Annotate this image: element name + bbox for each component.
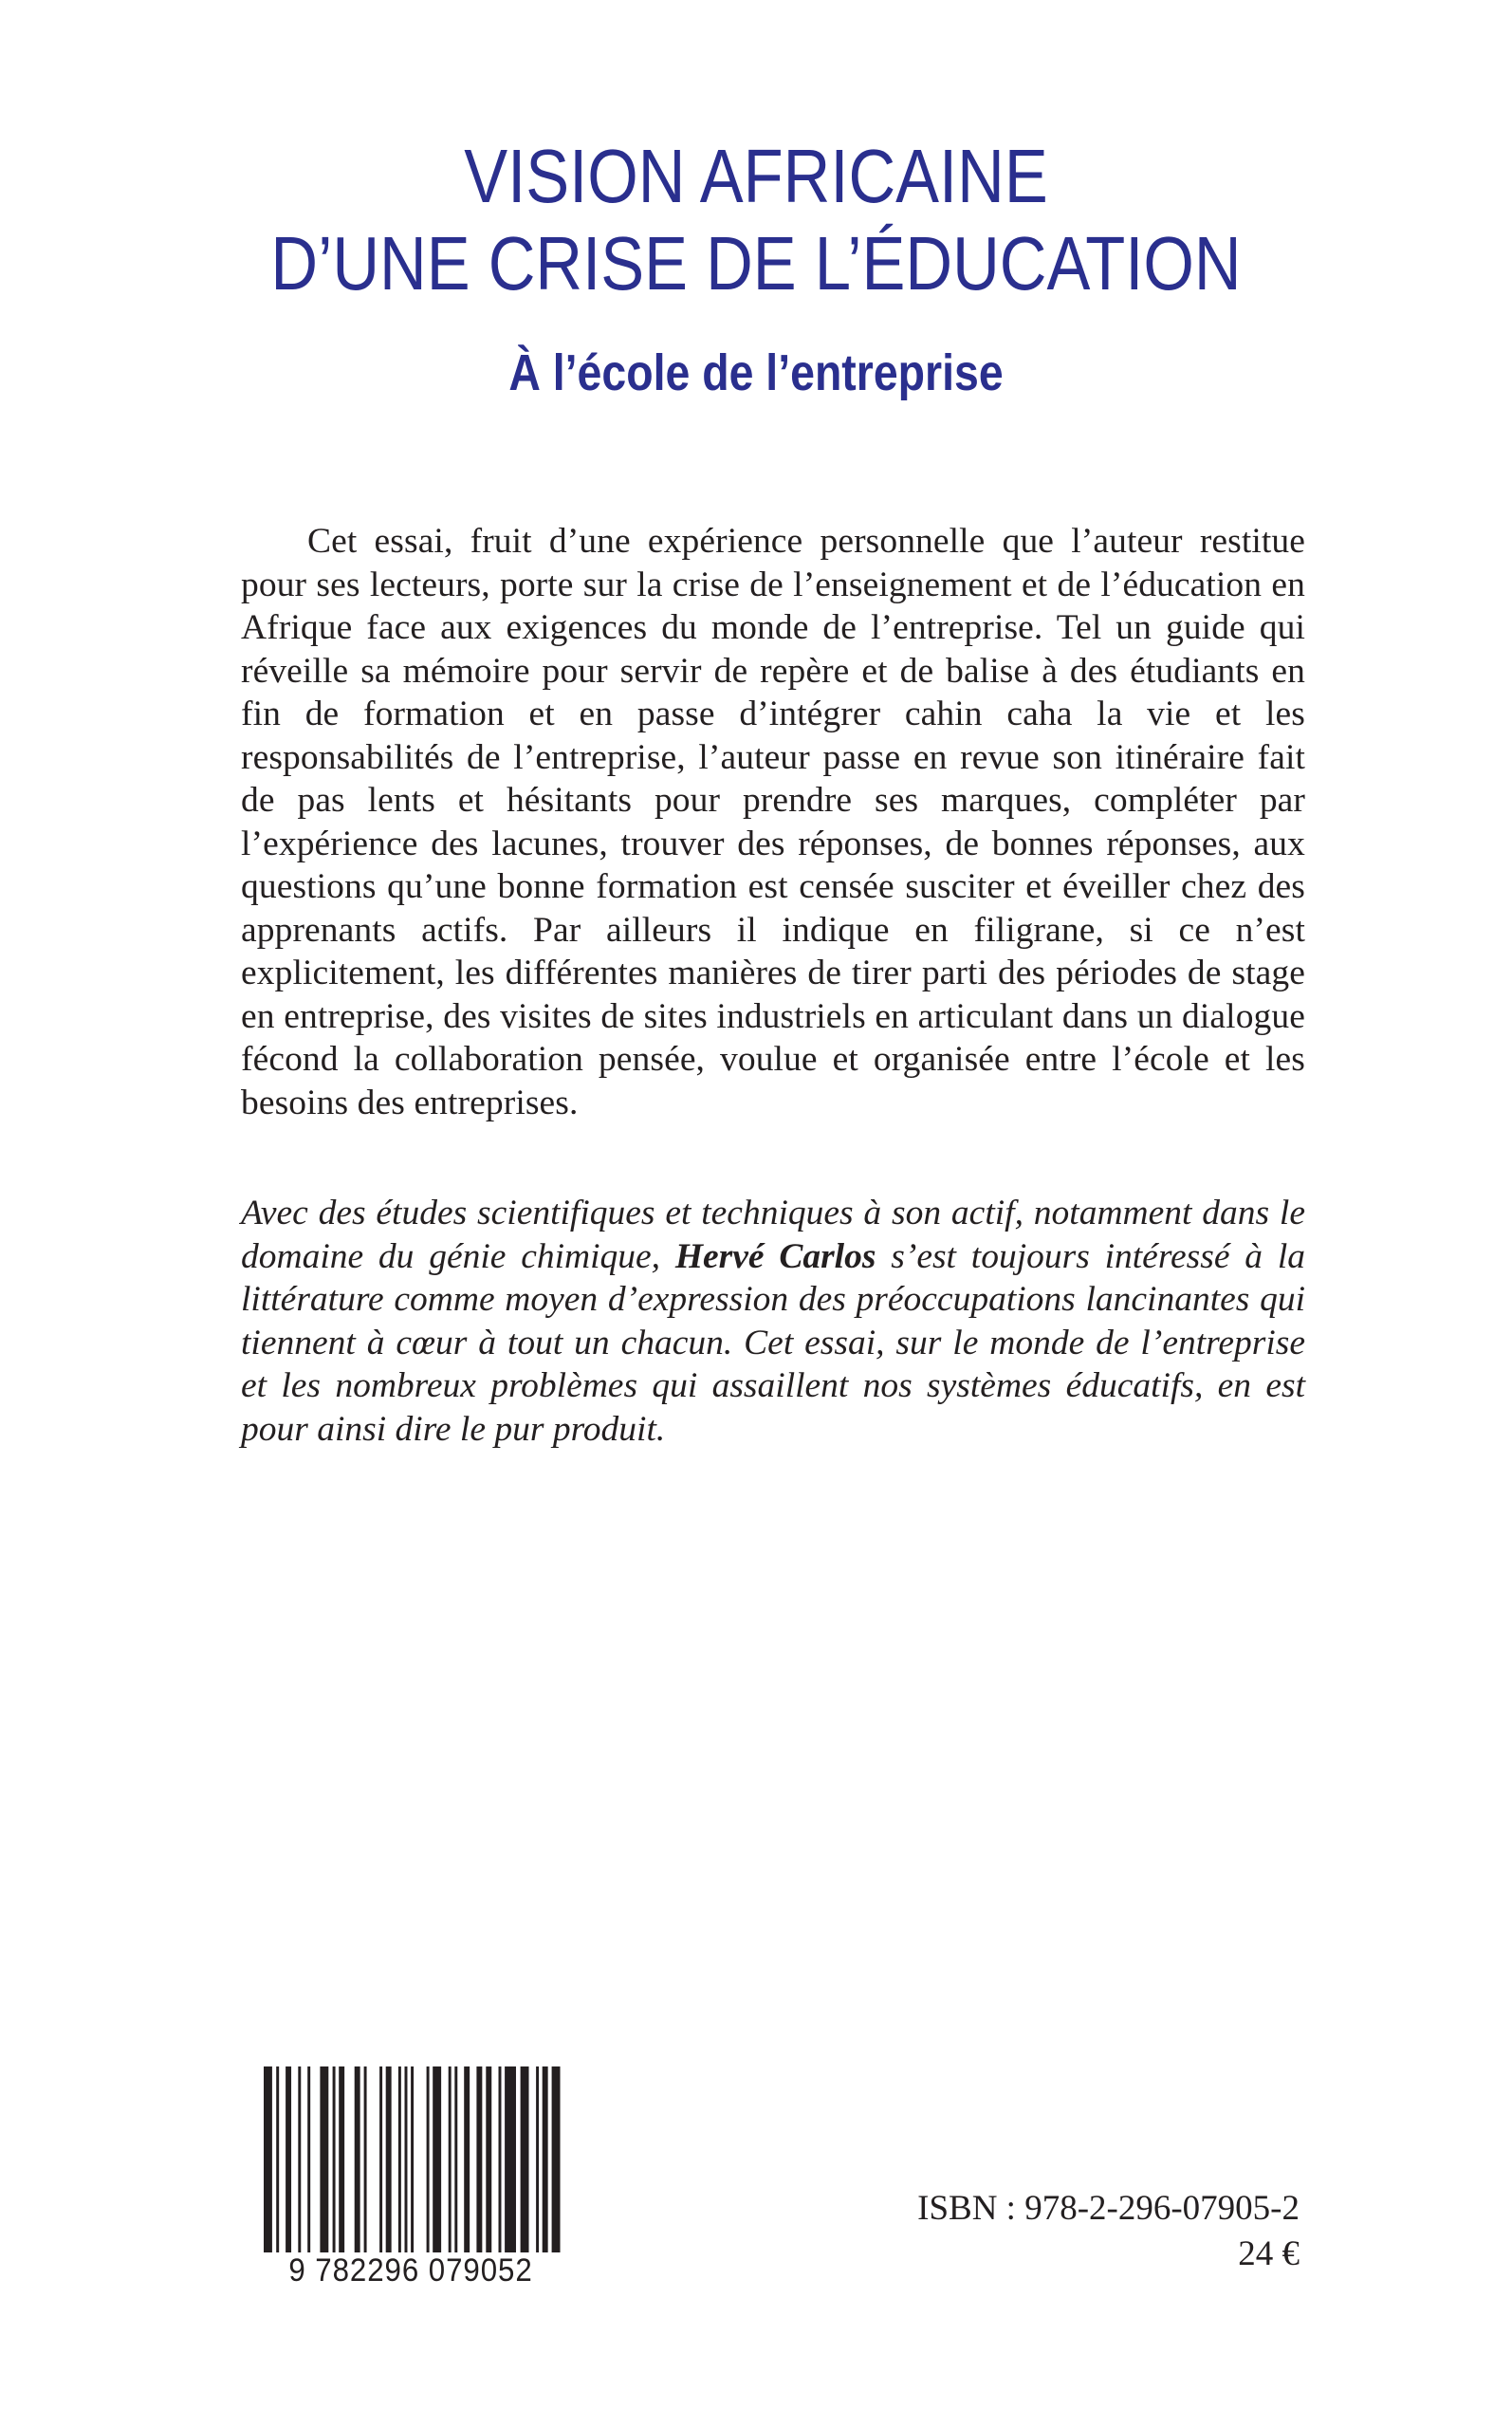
barcode-bar — [536, 2066, 539, 2252]
barcode-bar — [307, 2066, 310, 2252]
barcode-bar — [505, 2066, 516, 2252]
barcode-bar — [276, 2066, 279, 2252]
barcode-digits: 9 782296 079052 — [288, 2252, 533, 2289]
book-summary: Cet essai, fruit d’une expérience personnelle que l’auteur restitue pour ses lecteurs, porte sur la crise de l’enseignement et de l’éducation en Afrique face aux exigences du monde de l’entreprise. Tel un guide qui réveille sa mémoire pour servir de repère et de balise à des étudiants en fin de formation et en passe d’intégrer cahin caha la vie et les responsabilités de l’entreprise, l’auteur passe en revue son itinéraire fait de pas lents et hésitants pour prendre ses marques, compléter par l’expérience des lacunes, trouver des réponses, de bonnes réponses, aux questions qu’une bonne formation est censée susciter et éveiller chez des apprenants actifs. Par ailleurs il indique en filigrane, si ce n’est explicitement, les différentes manières de tirer parti des périodes de stage en entreprise, des visites de sites industriels en articulant dans un dialogue fécond la collaboration pensée, voulue et organisée entre l’école et les besoins des entreprises. — [241, 522, 1305, 1122]
barcode-bar — [499, 2066, 502, 2252]
barcode-bar — [411, 2066, 414, 2252]
barcode-bar — [464, 2066, 470, 2252]
author-bio — [241, 1192, 1305, 1451]
barcode-bar — [320, 2066, 328, 2252]
barcode-bar — [486, 2066, 491, 2252]
barcode-bar — [454, 2066, 457, 2252]
barcode-bar — [298, 2066, 301, 2252]
barcode-bar — [339, 2066, 344, 2252]
barcode — [260, 2066, 562, 2290]
barcode-bar — [286, 2066, 291, 2252]
price: 24 € — [1238, 2234, 1300, 2273]
barcode-bar — [355, 2066, 360, 2252]
barcode-bar — [521, 2066, 529, 2252]
barcode-bar — [379, 2066, 382, 2252]
barcode-bar — [405, 2066, 408, 2252]
barcode-bar — [427, 2066, 430, 2252]
author-bio-rest: s’est toujours intéressé à la littérature comme moyen d’expression des préoccupations lancinantes qui tiennent à cœur à tout un chacun. Cet essai, sur le monde de l’entreprise et les nombreux problèmes qui assaillent nos systèmes éducatifs, en est pour ainsi dire le pur produit. — [241, 1236, 1305, 1449]
barcode-bars — [260, 2066, 562, 2252]
barcode-bar — [433, 2066, 441, 2252]
author-name: Hervé Carlos — [674, 1236, 876, 1276]
barcode-bar — [398, 2066, 401, 2252]
isbn: ISBN : 978-2-296-07905-2 — [917, 2189, 1300, 2228]
barcode-bar — [386, 2066, 392, 2252]
subtitle: À l’école de l’entreprise — [508, 344, 1004, 401]
barcode-bar — [364, 2066, 367, 2252]
title-line-1: VISION AFRICAINE — [464, 134, 1048, 218]
barcode-bar — [543, 2066, 548, 2252]
barcode-bar — [333, 2066, 336, 2252]
barcode-bar — [476, 2066, 482, 2252]
author-bio-intro: Avec des études scientifiques et techniques à son actif, notamment dans le domaine du génie chimique, — [241, 1194, 1305, 1276]
title-line-2: D’UNE CRISE DE L’ÉDUCATION — [270, 221, 1242, 306]
barcode-bar — [264, 2066, 272, 2252]
barcode-bar — [449, 2066, 452, 2252]
barcode-bar — [552, 2066, 561, 2252]
